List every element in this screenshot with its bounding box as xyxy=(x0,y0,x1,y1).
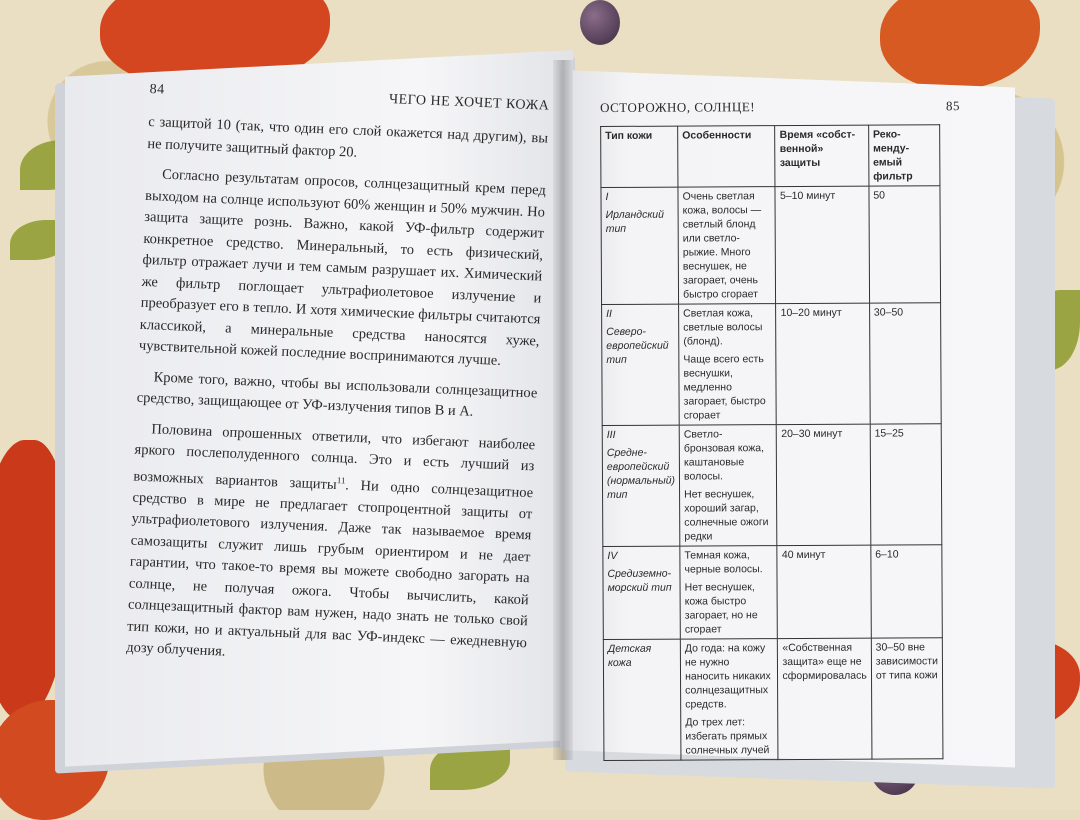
cell-skin-type-text: Средне-европейский (нормальный) тип xyxy=(606,446,676,501)
table-body xyxy=(601,186,943,761)
cell-recommended-filter xyxy=(871,545,943,638)
cell-skin-type-text: Ирландский тип xyxy=(605,208,664,235)
left-running-title: ЧЕГО НЕ ХОЧЕТ КОЖА xyxy=(388,92,550,114)
table-header: Реко-менду-емый фильтр xyxy=(868,125,940,186)
table-header: Тип кожи xyxy=(601,126,678,187)
cell-self-protection-time-text: 40 минут xyxy=(781,548,826,562)
cell-recommended-filter-text: 30–50 вне зависимости от типа кожи xyxy=(875,641,938,682)
paragraph: Согласно результатам опросов, солнцезащитный крем перед выходом на солнце используют 60% женщин и 50% мужчин. Но защита защите рознь. Важно, какой УФ-фильтр содержит конкретное средство. Минеральный, то есть физический, фильтр отражает лучи и тем самым разрушает их. Химический же фильтр поглощает ультрафиолетовое излучение и преобразует его в тепло. И хотя химические фильтры считаются классикой, а минеральные средства наносятся хуже, чувствительной кожей последние воспринимаются лучше. xyxy=(138,166,547,369)
cell-skin-type xyxy=(601,187,679,304)
cell-self-protection-time xyxy=(778,638,872,759)
right-running-head xyxy=(600,98,960,116)
cell-skin-type-text: I xyxy=(605,190,609,203)
left-page xyxy=(127,82,550,658)
cell-recommended-filter-text: 30–50 xyxy=(873,306,904,319)
cell-skin-type-text: Северо-европейский тип xyxy=(606,325,669,366)
cell-self-protection-time xyxy=(777,545,871,638)
cell-skin-type xyxy=(603,546,681,639)
cell-features-text: Нет веснушек, кожа быстро загорает, но не сгорает xyxy=(684,581,758,636)
table-row xyxy=(602,303,942,426)
table-header: Время «собст-венной» защиты xyxy=(775,125,869,186)
right-page xyxy=(600,98,963,757)
book-gutter xyxy=(553,60,573,760)
cell-skin-type-text: Средиземно-морский тип xyxy=(607,567,672,594)
cell-features-text: Очень светлая кожа, волосы — светлый блонд или светло-рыжие. Много веснушек, не загорает, очень быстро сгорает xyxy=(682,190,762,301)
cell-recommended-filter-text: 6–10 xyxy=(875,548,899,561)
cell-features-text: Чаще всего есть веснушки, медленно загорает, быстро сгорает xyxy=(683,353,766,422)
cell-recommended-filter xyxy=(869,303,941,424)
cell-skin-type-text: II xyxy=(606,307,612,320)
cell-skin-type xyxy=(603,639,681,760)
cell-skin-type-text: Детская кожа xyxy=(607,642,652,669)
cell-features xyxy=(678,187,776,305)
cell-self-protection-time xyxy=(776,303,870,424)
paragraph: с защитой 10 (так, что один его слой окажется над другим), вы не получите защитный фактор 20. xyxy=(147,113,549,161)
cell-features-text: Светлая кожа, светлые волосы (блонд). xyxy=(683,307,763,348)
left-body-text xyxy=(126,112,549,676)
cell-skin-type xyxy=(602,425,680,546)
right-running-title: ОСТОРОЖНО, СОЛНЦЕ! xyxy=(600,99,756,115)
cell-skin-type-text: III xyxy=(606,428,616,441)
table-row xyxy=(603,545,942,640)
paragraph: Кроме того, важно, чтобы вы использовали солнцезащитное средство, защищающее от УФ-излучения типов В и А. xyxy=(136,368,538,420)
cell-self-protection-time xyxy=(775,186,869,303)
table-row xyxy=(601,186,941,305)
cell-recommended-filter xyxy=(871,638,943,759)
cell-self-protection-time xyxy=(777,424,871,545)
table-header-row xyxy=(601,125,940,188)
table-header: Особенности xyxy=(678,126,776,188)
table-row xyxy=(603,638,943,761)
cell-features-text: Темная кожа, черные волосы. xyxy=(684,549,763,576)
footnote-ref: 11 xyxy=(336,474,346,486)
right-page-number: 85 xyxy=(945,98,961,114)
table-row xyxy=(602,424,942,547)
cell-features-text: Светло-бронзовая кожа, каштановые волосы. xyxy=(683,428,765,483)
cell-features xyxy=(680,639,778,761)
cell-skin-type-text: IV xyxy=(607,549,618,562)
cell-features xyxy=(679,304,777,426)
cell-self-protection-time-text: «Собственная защита» еще не сформировалась xyxy=(782,641,867,683)
paragraph-text: Половина опрошенных ответили, что избегают наиболее яркого послеполуденного солнца. Это и есть лучший из возможных вариантов защиты xyxy=(133,420,536,493)
cell-features xyxy=(680,546,778,640)
cell-features xyxy=(679,425,777,547)
cell-self-protection-time-text: 10–20 минут xyxy=(780,306,842,320)
cell-recommended-filter xyxy=(870,424,942,545)
skin-type-table xyxy=(600,124,943,761)
cell-skin-type xyxy=(602,304,680,425)
paragraph-text: Ни одно солнцезащитное средство в мире не предлагает стопроцентной защиты от ультрафиолетового излучения. Даже так называемое время самозащиты служит лишь грубым ориентиром и не дает гарантии, что такое-то время вы можете свободно загорать на солнце, не получая ожога. Чтобы вычислить, какой солнцезащитный фактор вам нужен, надо знать не только свой тип кожи, но и актуальный для вас УФ-индекс — ежедневную дозу облучения. xyxy=(125,477,534,660)
cell-self-protection-time-text: 5–10 минут xyxy=(779,189,836,203)
cell-features-text: Нет веснушек, хороший загар, солнечные ожоги редки xyxy=(684,488,769,543)
cell-recommended-filter xyxy=(869,186,941,303)
cell-recommended-filter-text: 15–25 xyxy=(874,427,904,440)
left-page-number: 84 xyxy=(149,82,165,98)
cell-features-text: До года: на кожу не нужно наносить никаких солнцезащитных средств. xyxy=(684,642,771,711)
cell-self-protection-time-text: 20–30 минут xyxy=(781,427,843,441)
cell-features-text: До трех лет: избегать прямых солнечных лучей xyxy=(685,716,770,757)
paragraph: Половина опрошенных ответили, что избегают наиболее яркого послеполуденного солнца. Это и есть лучший из возможных вариантов защиты$^{11}$. Ни одно солнцезащитное средство в мире не предлагает стопроцентной защиты от ультрафиолетового излучения. Даже так называемое время самозащиты служит лишь грубым ориентиром и не дает гарантии, что такое-то время вы можете свободно загорать на солнце, не получая ожога. Чтобы вычислить, какой солнцезащитный фактор вам нужен, надо знать не только свой тип кожи, но и актуальный для вас УФ-индекс — ежедневную дозу облучения. xyxy=(125,420,536,660)
cell-recommended-filter-text: 50 xyxy=(873,189,886,202)
